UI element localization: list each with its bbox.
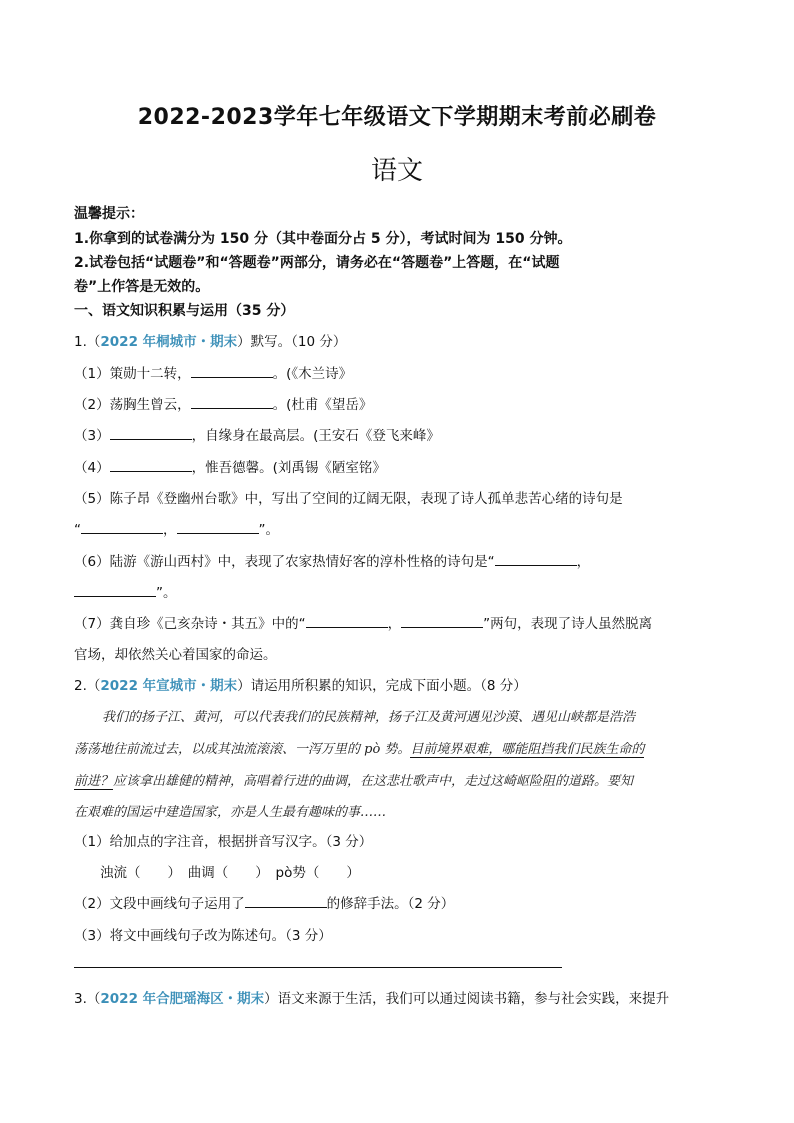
section-1-heading: 一、语文知识积累与运用（35 分） [74, 303, 295, 319]
answer-blank[interactable] [495, 551, 577, 566]
paren: （ [86, 334, 101, 350]
answer-blank[interactable] [110, 457, 192, 472]
q1-item-5-line-2: “ ， ”。 [74, 518, 279, 538]
underlined-sentence: 目前境界艰难，哪能阻挡我们民族生命的 [410, 742, 645, 757]
passage-line-3: 前进？应该拿出雄健的精神，高唱着行进的曲调，在这悲壮歌声中，走过这崎岖险阻的道路。要知 [74, 774, 634, 789]
question-instruction: ）默写。（10 分） [237, 334, 347, 350]
underlined-sentence: 前进？ [74, 774, 114, 789]
q2-sub-1: （1）给加点的字注音，根据拼音写汉字。（3 分） [74, 834, 373, 850]
question-3-header: 3.（2022 年合肥瑶海区・期末）语文来源于生活，我们可以通过阅读书籍，参与社会实践，来提升 [74, 991, 670, 1007]
answer-blank[interactable] [74, 582, 156, 597]
question-instruction: ）语文来源于生活，我们可以通过阅读书籍，参与社会实践，来提升 [264, 991, 670, 1007]
answer-blank[interactable] [245, 893, 327, 908]
q1-item-7-line-2: 官场，却依然关心着国家的命运。 [74, 647, 277, 663]
answer-blank[interactable] [177, 519, 259, 534]
answer-blank[interactable] [81, 519, 163, 534]
q1-item-2: （2）荡胸生曾云， 。(杜甫《望岳》 [74, 393, 372, 413]
answer-blank[interactable] [401, 613, 483, 628]
passage-line-4: 在艰难的国运中建造国家，亦是人生最有趣味的事…… [74, 805, 387, 820]
q1-item-3: （3） ，自缘身在最高层。(王安石《登飞来峰》 [74, 424, 440, 444]
passage-line-1: 我们的扬子江、黄河，可以代表我们的民族精神，扬子江及黄河遇见沙漠、遇见山峡都是浩浩 [102, 710, 636, 725]
question-number: 1. [74, 334, 87, 350]
q1-item-5-line-1: （5）陈子昂《登幽州台歌》中，写出了空间的辽阔无限，表现了诗人孤单悲苦心绪的诗句是 [74, 491, 623, 507]
q2-sub-1-items: 浊流（ ） 曲调（ ） pò势（ ） [100, 865, 360, 881]
passage-line-2: 荡荡地往前流过去，以成其浊流滚滚、一泻万里的 pò 势。目前境界艰难，哪能阻挡我们民族生命的 [74, 742, 645, 757]
q2-sub-2: （2）文段中画线句子运用了 的修辞手法。（2 分） [74, 892, 454, 912]
q1-item-1: （1）策勋十二转， 。(《木兰诗》 [74, 362, 352, 382]
answer-blank[interactable] [191, 363, 273, 378]
question-instruction: ）请运用所积累的知识，完成下面小题。（8 分） [237, 678, 527, 694]
tip-1: 1.你拿到的试卷满分为 150 分（其中卷面分占 5 分），考试时间为 150 分钟。 [74, 231, 572, 247]
tips-heading: 温馨提示： [74, 206, 144, 222]
tip-2-line-2: 卷”上作答是无效的。 [74, 279, 210, 295]
q1-item-4: （4） ，惟吾德馨。(刘禹锡《陋室铭》 [74, 456, 386, 476]
answer-line[interactable] [74, 967, 562, 968]
question-2-header: 2.（2022 年宣城市・期末）请运用所积累的知识，完成下面小题。（8 分） [74, 678, 527, 694]
tip-2-line-1: 2.试卷包括“试题卷”和“答题卷”两部分，请务必在“答题卷”上答题，在“试题 [74, 255, 560, 271]
page-subtitle: 语文 [370, 156, 423, 186]
question-source: 2022 年合肥瑶海区・期末 [100, 991, 265, 1007]
q2-sub-3: （3）将文中画线句子改为陈述句。（3 分） [74, 928, 332, 944]
question-source: 2022 年宣城市・期末 [100, 678, 238, 694]
page-title: 2022-2023学年七年级语文下学期期末考前必刷卷 [137, 105, 657, 130]
question-source: 2022 年桐城市・期末 [100, 334, 238, 350]
q1-item-6-line-1: （6）陆游《游山西村》中，表现了农家热情好客的淳朴性格的诗句是“ ， [74, 550, 590, 570]
answer-blank[interactable] [306, 613, 388, 628]
answer-blank[interactable] [110, 425, 192, 440]
answer-blank[interactable] [191, 394, 273, 409]
question-1-header [74, 330, 346, 350]
q1-item-7-line-1: （7）龚自珍《己亥杂诗・其五》中的“ ， ”两句，表现了诗人虽然脱离 [74, 612, 652, 632]
q1-item-6-line-2: ”。 [74, 581, 177, 601]
